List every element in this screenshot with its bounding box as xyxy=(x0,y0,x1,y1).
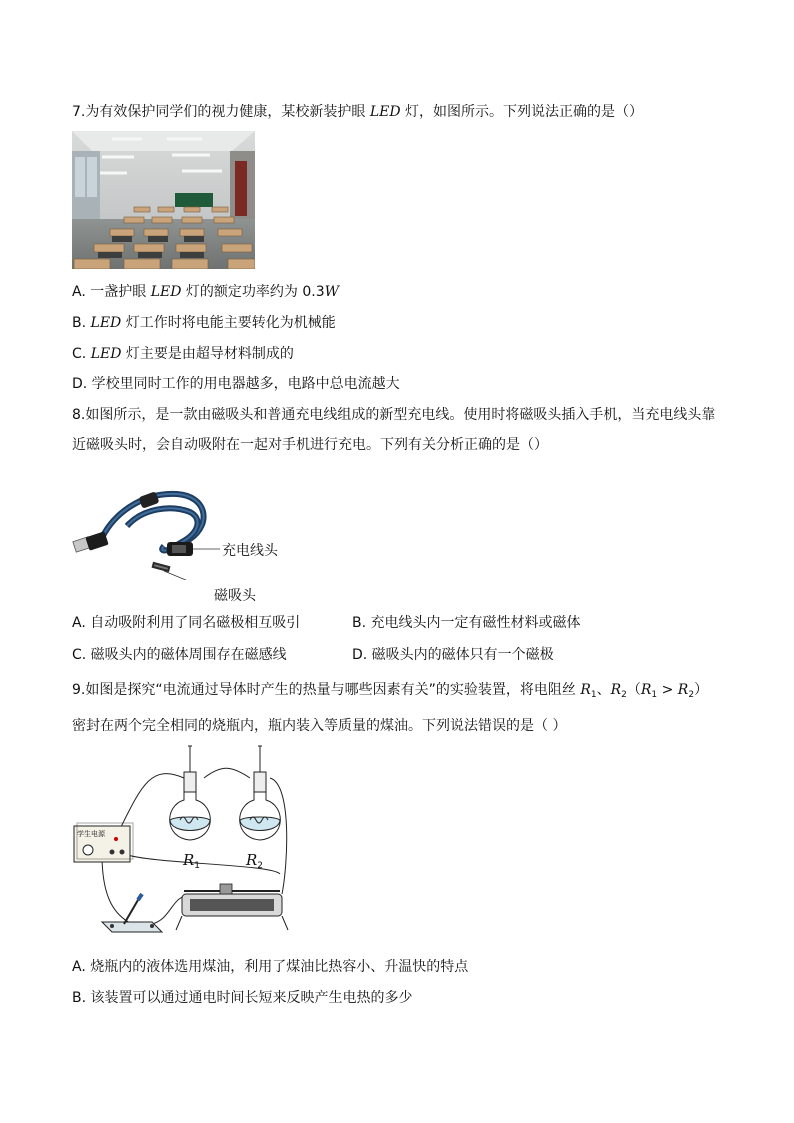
knife-switch xyxy=(102,894,162,932)
rheostat xyxy=(176,884,288,930)
q8-stem-line2: 近磁吸头时，会自动吸附在一起对手机进行充电。下列有关分析正确的是（） xyxy=(72,437,548,453)
q7-option-b-prefix: B. xyxy=(72,315,91,331)
charging-cable-figure xyxy=(72,484,222,580)
q9-cond-open: （ xyxy=(626,682,641,698)
q7-option-a-text: A. 一盏护眼 xyxy=(72,284,151,300)
label-r2-sub: 2 xyxy=(257,861,264,871)
q7-option-d: D. 学校里同时工作的用电器越多，电路中总电流越大 xyxy=(72,376,400,392)
q9-cond-r1: R xyxy=(640,682,652,698)
label-r1 xyxy=(183,851,200,871)
q7-option-a-value: 灯的额定功率约为 0.3 xyxy=(181,284,325,300)
q7-option-b xyxy=(72,313,336,333)
label-magnetic-tip: 磁吸头 xyxy=(214,588,256,604)
q7-option-a-led: LED xyxy=(150,284,182,300)
classroom-photo xyxy=(72,131,255,269)
label-r1-letter: R xyxy=(183,851,195,869)
q9-option-b: B. 该装置可以通过通电时间长短来反映产生电热的多少 xyxy=(72,990,413,1006)
q9-r2-sub: 2 xyxy=(621,690,627,700)
q9-option-a: A. 烧瓶内的液体选用煤油，利用了煤油比热容小、升温快的特点 xyxy=(72,959,469,975)
q7-option-c-led: LED xyxy=(90,346,122,362)
q7-option-b-led: LED xyxy=(90,315,122,331)
q7-stem xyxy=(72,102,643,122)
label-r2-letter: R xyxy=(246,851,258,869)
q9-stem-text: 9.如图是探究“电流通过导体时产生的热量与哪些因素有关”的实验装置，将电阻丝 xyxy=(72,682,581,698)
q9-r2: R xyxy=(610,682,622,698)
label-power-supply: 学生电源 xyxy=(77,830,105,838)
label-charging-head: 充电线头 xyxy=(222,543,278,559)
q9-stem-line1 xyxy=(72,680,708,705)
q9-stem-line2: 密封在两个完全相同的烧瓶内，瓶内装入等质量的煤油。下列说法错误的是（ ） xyxy=(72,718,567,734)
q7-option-c-prefix: C. xyxy=(72,346,91,362)
label-r2 xyxy=(246,851,263,871)
q8-option-b: B. 充电线头内一定有磁性材料或磁体 xyxy=(352,615,581,631)
q9-sep: 、 xyxy=(596,682,611,698)
flask-r2 xyxy=(240,746,281,840)
q9-cond-gt: > xyxy=(657,682,678,698)
q9-r1: R xyxy=(580,682,591,698)
q7-stem-led: LED xyxy=(369,104,401,120)
label-r1-sub: 1 xyxy=(194,861,201,871)
q7-option-c-text: 灯主要是由超导材料制成的 xyxy=(121,346,294,362)
q7-stem-text-a: 7.为有效保护同学们的视力健康，某校新装护眼 xyxy=(72,104,370,120)
q7-option-c xyxy=(72,344,294,364)
q7-stem-text-b: 灯，如图所示。下列说法正确的是（） xyxy=(400,104,644,120)
q7-option-b-text: 灯工作时将电能主要转化为机械能 xyxy=(121,315,336,331)
q7-option-a xyxy=(72,282,339,302)
q8-stem-line1: 8.如图所示，是一款由磁吸头和普通充电线组成的新型充电线。使用时将磁吸头插入手机，当充电线头靠 xyxy=(72,407,716,423)
q9-cond-r2-sub: 2 xyxy=(688,690,695,700)
q8-option-d: D. 磁吸头内的磁体只有一个磁极 xyxy=(352,647,554,663)
q7-option-a-unit: W xyxy=(324,284,339,300)
q9-cond-r1-sub: 1 xyxy=(651,690,658,700)
q9-r1-sub: 1 xyxy=(590,690,597,700)
q9-cond-r2: R xyxy=(677,682,689,698)
flask-r1 xyxy=(170,746,211,840)
q9-cond-close: ） xyxy=(694,682,709,698)
joule-heating-apparatus xyxy=(72,744,304,940)
q8-option-a: A. 自动吸附利用了同名磁极相互吸引 xyxy=(72,615,301,631)
q8-option-c: C. 磁吸头内的磁体周围存在磁感线 xyxy=(72,647,287,663)
